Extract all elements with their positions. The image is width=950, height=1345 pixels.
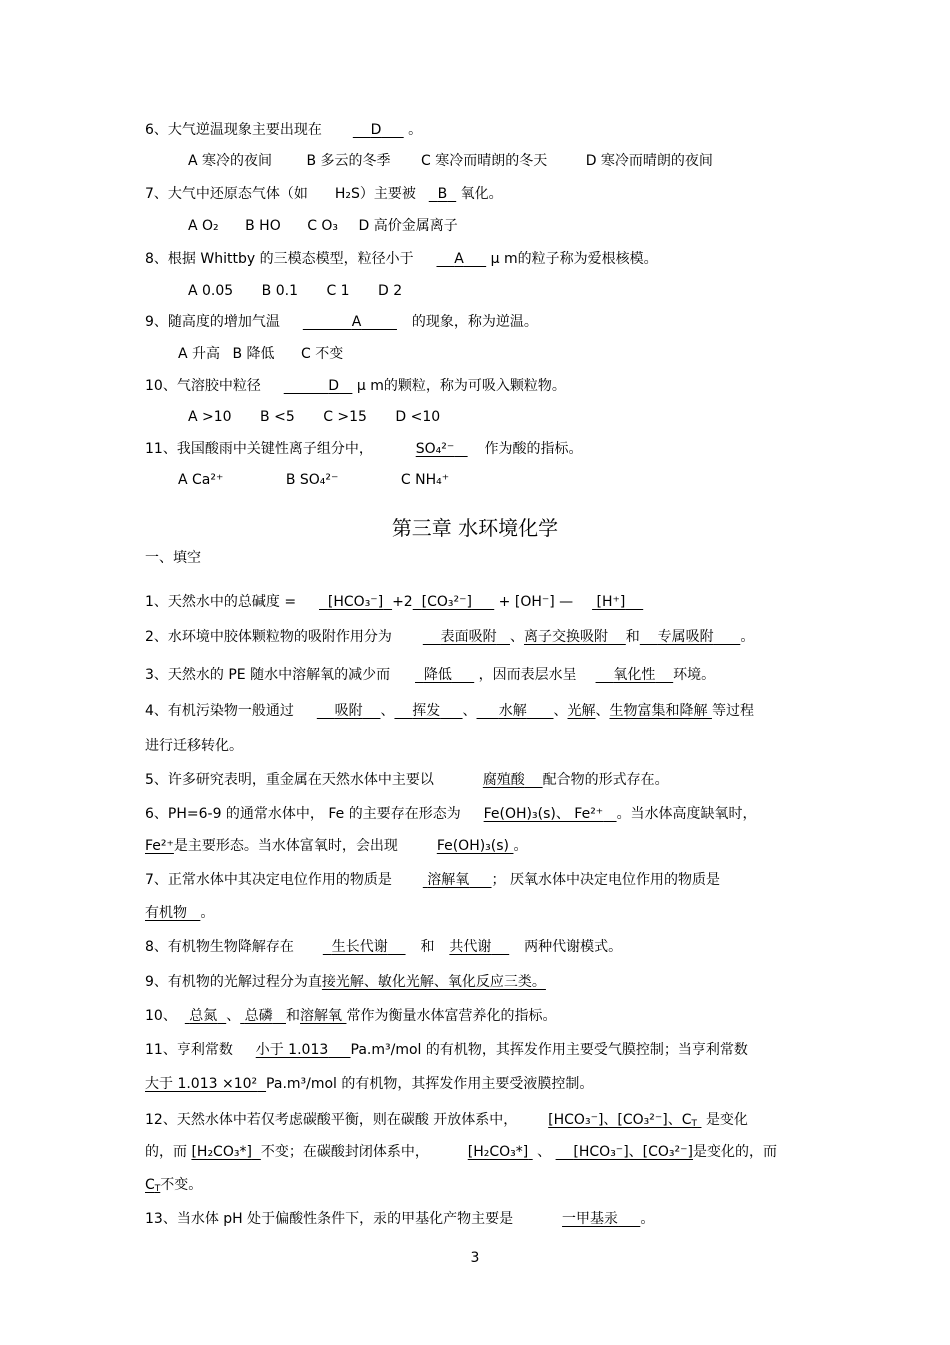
q6-options (188, 151, 713, 171)
f4-answer-3: 水解 (498, 703, 527, 719)
q6-opt-b: B 多云的冬季 (306, 153, 391, 169)
f6-answer-3: Fe(OH)₃(s) (436, 838, 510, 854)
f8-line: 8、有机物生物降解存在 生长代谢 和 共代谢 两种代谢模式。 (145, 939, 623, 955)
f8-answer-1: 生长代谢 (331, 939, 388, 955)
q6-opt-a: A 寒冷的夜间 (188, 153, 273, 169)
f11-line-2: 大于 1.013 ×10² Pa.m³/mol 的有机物，其挥发作用主要受液膜控制。 (145, 1076, 594, 1092)
f2-line: 2、水环境中胶体颗粒物的吸附作用分为 表面吸附 、离子交换吸附 和 专属吸附 。 (145, 629, 755, 645)
q11-line: 11、我国酸雨中关键性离子组分中， SO₄²⁻ 作为酸的指标。 (145, 441, 583, 457)
f13-line: 13、当水体 pH 处于偏酸性条件下，汞的甲基化产物主要是 一甲基汞 。 (145, 1211, 655, 1227)
f1-line: 1、天然水中的总碱度 = [HCO₃⁻] +2 [CO₃²⁻] + [OH⁻] — [H⁺] (145, 592, 643, 612)
page-number: 3 (470, 1250, 480, 1266)
q9-stem: 9、随高度的增加气温 (145, 314, 280, 330)
f3-answer-1: 降低 (423, 667, 452, 683)
f5-answer-1: 腐殖酸 (482, 772, 525, 788)
f10-answer-1: 总氮 (189, 1008, 218, 1024)
q10-opt-d: D <10 (395, 409, 441, 425)
f12-answer-3: [H₂CO₃*] (467, 1144, 529, 1160)
f6-answer-1: Fe(OH)₃(s)、 Fe²⁺ (483, 806, 604, 822)
f4-answer-2: 挥发 (412, 703, 441, 719)
q11-options (178, 470, 449, 490)
q6-stem: 6、大气逆温现象主要出现在 (145, 122, 322, 138)
f11-answer-2: 大于 1.013 ×10² (145, 1076, 258, 1092)
q7-h2s: H₂S）主要被 (334, 186, 416, 202)
f1-answer-3: [H⁺] (596, 594, 626, 610)
f7-answer-2: 有机物 (145, 905, 187, 921)
f11-line: 11、亨利常数 小于 1.013 Pa.m³/mol 的有机物，其挥发作用主要受气膜控制；当亨利常数 (145, 1042, 748, 1058)
f3-line: 3、天然水的 PE 随水中溶解氧的减少而 降低 ，因而表层水呈 氧化性 环境。 (145, 667, 716, 683)
q7-opt-b: B HO (245, 218, 281, 234)
q6-opt-c: C 寒冷而晴朗的冬天 (421, 153, 548, 169)
q8-opt-b: B 0.1 (261, 283, 298, 299)
f11-answer-1: 小于 1.013 (255, 1042, 329, 1058)
f9-line: 9、有机物的光解过程分为直接光解、敏化光解、氧化反应三类。 (145, 974, 546, 990)
q11-answer: SO₄²⁻ (415, 441, 455, 457)
f10-line: 10、 总氮 、 总磷 和溶解氧 常作为衡量水体富营养化的指标。 (145, 1008, 557, 1024)
f4-line-2: 进行迁移转化。 (145, 738, 243, 754)
f2-answer-3: 专属吸附 (657, 629, 714, 645)
f12-answer-1: [HCO₃⁻]、[CO₃²⁻]、$C_T$ (548, 1112, 698, 1129)
q8-line: 8、根据 Whittby 的三模态模型，粒径小于 A μ m的粒子称为爱根核模。 (145, 251, 658, 267)
f6-answer-2: Fe²⁺ (145, 838, 174, 854)
f1-stem: 1、天然水中的总碱度 = (145, 594, 297, 610)
q6-line: 6、大气逆温现象主要出现在 D 。 (145, 122, 423, 138)
f5-line: 5、许多研究表明，重金属在天然水体中主要以 腐殖酸 配合物的形式存在。 (145, 772, 669, 788)
f2-answer-2: 离子交换吸附 (523, 629, 608, 645)
q7-opt-c: C O₃ (307, 218, 339, 234)
f4-answer-5: 生物富集和降解 (609, 703, 708, 719)
q8-stem: 8、根据 Whittby 的三模态模型，粒径小于 (145, 251, 414, 267)
f10-answer-3: 溶解氧 (300, 1008, 342, 1024)
f6-line-2: Fe²⁺是主要形态。当水体富氧时，会出现 Fe(OH)₃(s) 。 (145, 838, 528, 854)
f3-answer-2: 氧化性 (613, 667, 656, 683)
f8-answer-2: 共代谢 (449, 939, 492, 955)
q11-opt-c: C NH₄⁺ (400, 472, 450, 488)
f7-line: 7、正常水体中其决定电位作用的物质是 溶解氧 ； 厌氧水体中决定电位作用的物质是 (145, 872, 720, 888)
f2-answer-1: 表面吸附 (440, 629, 497, 645)
f12-answer-5: $C_T$ (145, 1177, 161, 1194)
f4-line: 4、有机污染物一般通过 吸附 、 挥发 、 水解 、光解、生物富集和降解 等过程 (145, 703, 754, 719)
q9-opt-a: A 升高 (178, 346, 221, 362)
q9-opt-c: C 不变 (301, 346, 344, 362)
f4-answer-1: 吸附 (334, 703, 363, 719)
f13-answer: 一甲基汞 (562, 1211, 619, 1227)
f4-answer-4: 光解 (567, 703, 596, 719)
f12-line-2: 的，而 [H₂CO₃*] 不变；在碳酸封闭体系中， [H₂CO₃*] 、 [HCO₃⁻]、[CO₃²⁻]是变化的，而 (145, 1144, 777, 1160)
q9-answer: A (351, 314, 362, 330)
section-heading: 一、填空 (145, 550, 201, 566)
q7-opt-d: D 高价金属离子 (358, 218, 458, 234)
q9-line: 9、随高度的增加气温 A 的现象，称为逆温。 (145, 314, 538, 330)
q10-options (188, 407, 440, 427)
q8-opt-d: D 2 (378, 283, 403, 299)
q8-opt-c: C 1 (326, 283, 350, 299)
q6-opt-d: D 寒冷而晴朗的夜间 (585, 153, 713, 169)
f12-line-3: $C_T$不变。 (145, 1177, 203, 1194)
q7-opt-a: A O₂ (188, 218, 219, 234)
q6-answer: D (370, 122, 382, 138)
f9-answer: 接光解、敏化光解、氧化反应三类。 (321, 974, 546, 990)
q11-stem: 11、我国酸雨中关键性离子组分中， (145, 441, 373, 457)
q10-opt-b: B <5 (260, 409, 295, 425)
f12-answer-2: [H₂CO₃*] (191, 1144, 252, 1160)
f10-answer-2: 总磷 (244, 1008, 273, 1024)
q10-line: 10、气溶胶中粒径 D μ m的颗粒，称为可吸入颗粒物。 (145, 378, 566, 394)
q11-opt-b: B SO₄²⁻ (285, 472, 339, 488)
q7-stem: 7、大气中还原态气体（如 (145, 186, 308, 202)
q9-options (178, 344, 343, 364)
q8-opt-a: A 0.05 (188, 283, 234, 299)
f7-answer-1: 溶解氧 (427, 872, 470, 888)
q11-opt-a: A Ca²⁺ (178, 472, 224, 488)
q8-options (188, 281, 402, 301)
q7-answer: B (437, 186, 448, 202)
f1-answer-2: [CO₃²⁻] (421, 594, 472, 610)
f6-line: 6、PH=6-9 的通常水体中， Fe 的主要存在形态为 Fe(OH)₃(s)、 Fe²⁺ 。当水体高度缺氧时， (145, 806, 757, 822)
q9-opt-b: B 降低 (232, 346, 275, 362)
f12-answer-4: [HCO₃⁻]、[CO₃²⁻] (573, 1144, 693, 1160)
f12-line: 12、天然水体中若仅考虑碳酸平衡，则在碳酸 开放体系中， [HCO₃⁻]、[CO₃²⁻]、$C_T$ 是变化 (145, 1112, 748, 1129)
f7-line-2: 有机物 。 (145, 905, 215, 921)
chapter-title: 第三章 水环境化学 (391, 516, 559, 540)
q10-opt-a: A >10 (188, 409, 232, 425)
q7-line: 7、大气中还原态气体（如 H₂S）主要被 B 氧化。 (145, 186, 503, 202)
q8-answer: A (454, 251, 464, 267)
q7-options (188, 216, 458, 236)
f1-answer-1: [HCO₃⁻] (327, 594, 384, 610)
q10-stem: 10、气溶胶中粒径 (145, 378, 261, 394)
q10-answer: D (328, 378, 340, 394)
q10-opt-c: C >15 (323, 409, 367, 425)
